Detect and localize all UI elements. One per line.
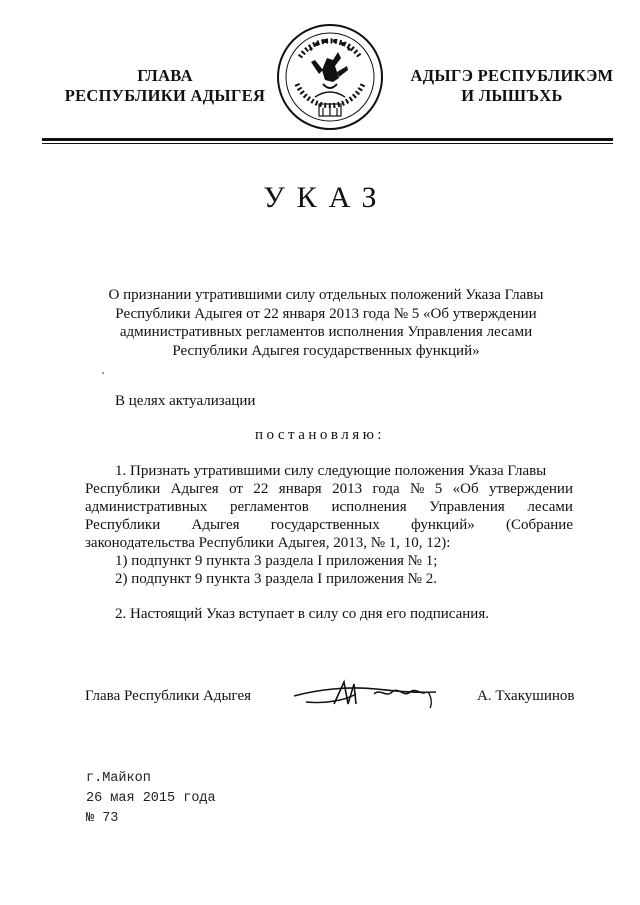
purpose-statement: В целях актуализации [115, 393, 256, 409]
decree-word: постановляю: [254, 427, 386, 443]
header-divider-thin [42, 143, 613, 144]
item1-subpoint-1: 1) подпункт 9 пункта 3 раздела I приложения № 1; [115, 553, 438, 569]
footer-date: 26 мая 2015 года [86, 791, 216, 806]
subject-line-4: Республики Адыгея государственных функций» [172, 342, 480, 359]
header-right-line-1: АДЫГЭ РЕСПУБЛИКЭМ [410, 66, 614, 85]
word: утверждении [489, 481, 573, 497]
item1-line-2 [85, 480, 573, 498]
word: административных [85, 499, 208, 515]
word: «Об [452, 481, 479, 497]
item1-line-3 [85, 498, 573, 516]
footer-number: № 73 [86, 811, 119, 826]
word: Адыгея [191, 517, 240, 533]
word: Управления [429, 499, 505, 515]
item2-text: 2. Настоящий Указ вступает в силу со дня его подписания. [115, 606, 489, 622]
item1-line-4 [85, 516, 573, 534]
word: функций» [410, 517, 475, 533]
handwritten-signature [286, 674, 446, 716]
signatory-position: Глава Республики Адыгея [85, 688, 252, 704]
document-title: УКАЗ [263, 181, 389, 214]
decree-subject [96, 286, 556, 360]
word: года [372, 481, 400, 497]
word: января [278, 481, 322, 497]
header-left-line-2: РЕСПУБЛИКИ АДЫГЕЯ [64, 86, 266, 105]
item1-line-1: 1. Признать утратившими силу следующие положения Указа Главы [115, 463, 547, 479]
item1-subpoint-2: 2) подпункт 9 пункта 3 раздела I приложения № 2. [115, 571, 437, 587]
word: (Собрание [505, 517, 573, 533]
subject-line-3: административных регламентов исполнения Управления лесами [119, 324, 533, 340]
word: исполнения [331, 499, 407, 515]
word: регламентов [229, 499, 309, 515]
scan-speck [102, 372, 104, 374]
word: государственных [270, 517, 380, 533]
header-right-line-2: И ЛЫШЪХЬ [461, 86, 563, 105]
word: 22 [253, 481, 269, 497]
word: 2013 [332, 481, 363, 497]
coat-of-arms-emblem [275, 22, 385, 132]
header-right [392, 66, 632, 106]
header-left-line-1: ГЛАВА [137, 66, 193, 85]
item1-line-5: законодательства Республики Адыгея, 2013, № 1, 10, 12): [85, 535, 451, 551]
word: № [410, 481, 425, 497]
word: Республики [85, 517, 161, 533]
subject-line-1: О признании утратившими силу отдельных положений Указа Главы [108, 287, 544, 303]
word: Республики [85, 481, 161, 497]
word: от [229, 481, 243, 497]
header-left [40, 66, 290, 106]
word: Адыгея [170, 481, 219, 497]
signatory-name: А. Тхакушинов [477, 688, 575, 704]
word: 5 [434, 481, 443, 497]
subject-line-2: Республики Адыгея от 22 января 2013 года № 5 «Об утверждении [115, 305, 537, 322]
footer-city: г.Майкоп [86, 771, 151, 786]
header-divider-thick [42, 138, 613, 141]
word: лесами [527, 499, 573, 515]
